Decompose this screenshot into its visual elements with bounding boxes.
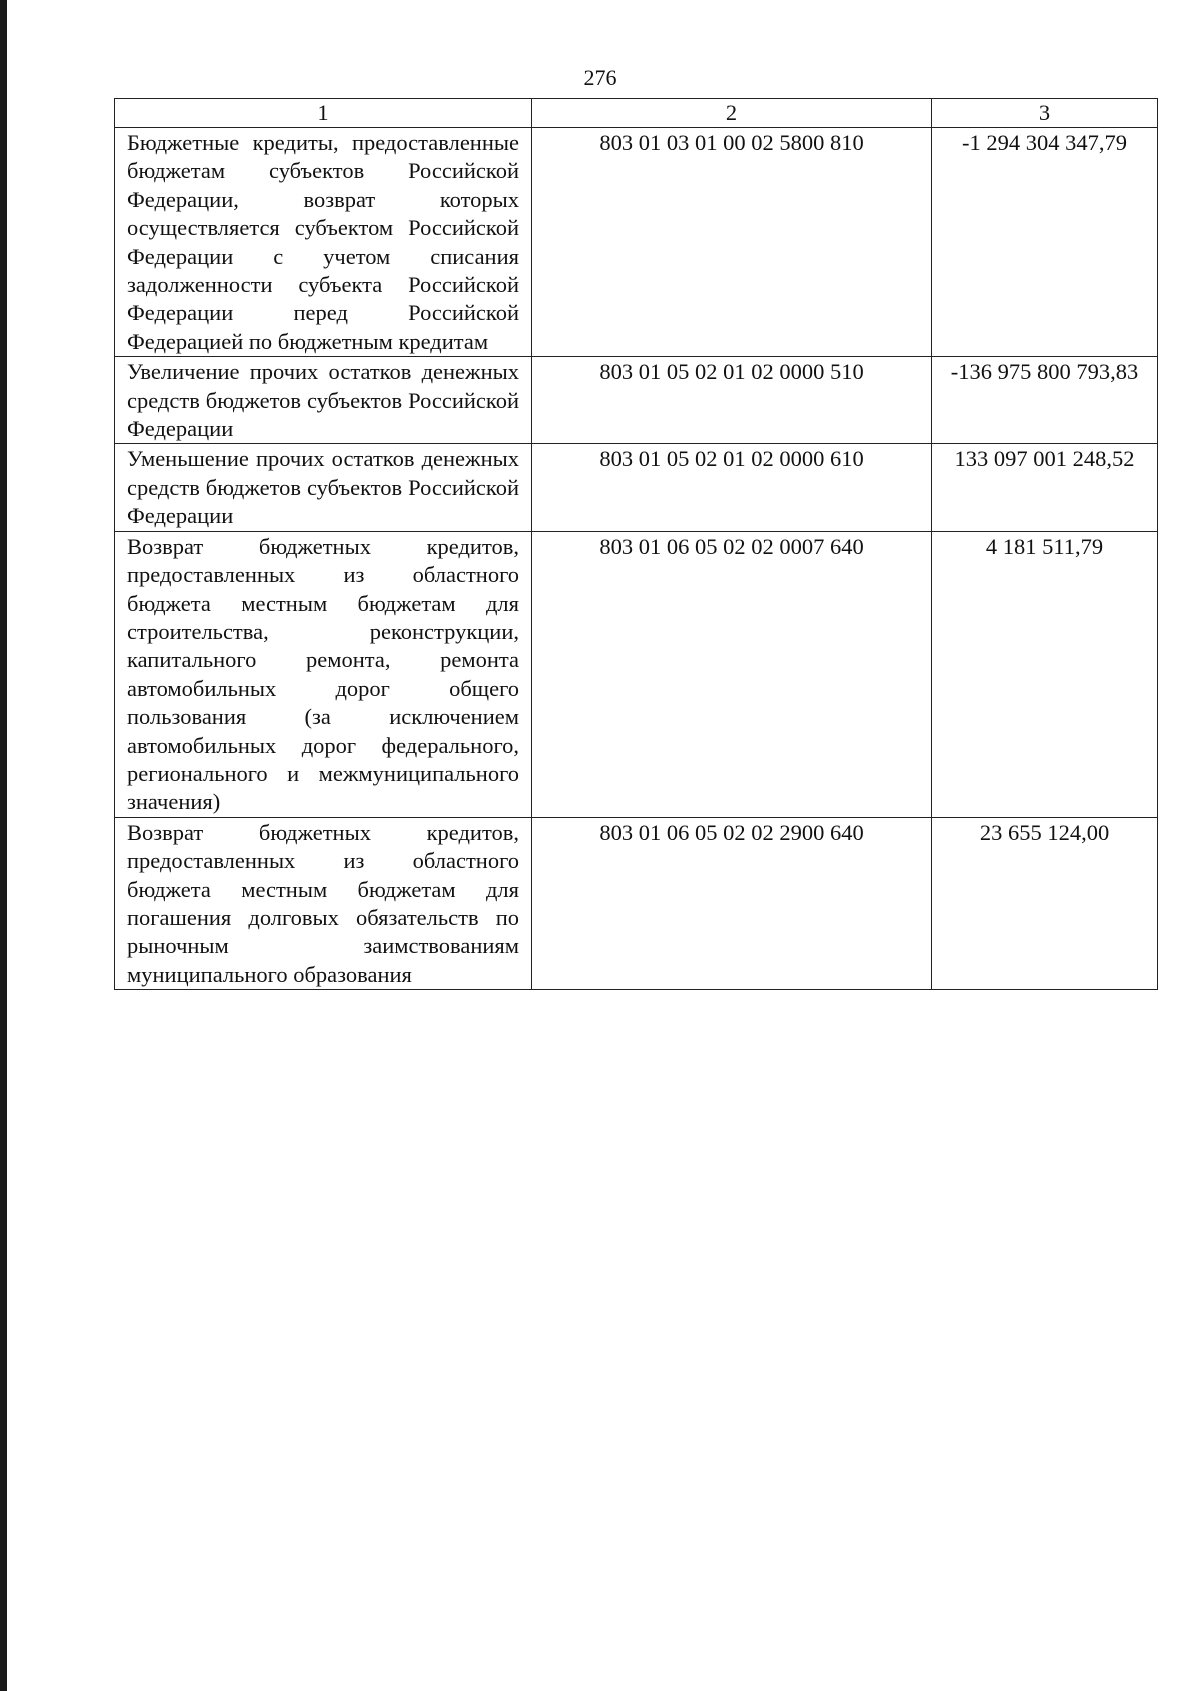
column-header-3: 3 <box>932 99 1158 128</box>
budget-sources-table <box>114 98 1158 990</box>
row-name-cell: Возврат бюджетных кредитов, предоставленных из областного бюджета местным бюджетам для строительства, реконструкции, капитального ремонта, ремонта автомобильных дорог общего пользования (за исключением автомобильных дорог федерального, регионального и межмуниципального значения) <box>115 531 532 817</box>
table-row <box>115 444 1158 531</box>
table-row <box>115 357 1158 444</box>
row-amount-cell: 4 181 511,79 <box>932 531 1158 817</box>
column-header-1: 1 <box>115 99 532 128</box>
row-code-cell: 803 01 06 05 02 02 0007 640 <box>532 531 932 817</box>
row-code-cell: 803 01 05 02 01 02 0000 610 <box>532 444 932 531</box>
binding-edge <box>0 0 7 1691</box>
table-header-row <box>115 99 1158 128</box>
table-row <box>115 128 1158 357</box>
row-name-cell: Возврат бюджетных кредитов, предоставленных из областного бюджета местным бюджетам для погашения долговых обязательств по рыночным заимствованиям муниципального образования <box>115 817 532 989</box>
row-amount-cell: 23 655 124,00 <box>932 817 1158 989</box>
row-code-cell: 803 01 06 05 02 02 2900 640 <box>532 817 932 989</box>
row-code-cell: 803 01 05 02 01 02 0000 510 <box>532 357 932 444</box>
row-name-cell: Увеличение прочих остатков денежных средств бюджетов субъектов Российской Федерации <box>115 357 532 444</box>
table-row <box>115 817 1158 989</box>
page-number: 276 <box>583 65 617 90</box>
table-row <box>115 531 1158 817</box>
row-code-cell: 803 01 03 01 00 02 5800 810 <box>532 128 932 357</box>
row-name-cell: Уменьшение прочих остатков денежных средств бюджетов субъектов Российской Федерации <box>115 444 532 531</box>
row-amount-cell: 133 097 001 248,52 <box>932 444 1158 531</box>
row-name-cell: Бюджетные кредиты, предоставленные бюджетам субъектов Российской Федерации, возврат которых осуществляется субъектом Российской Федерации с учетом списания задолженности субъекта Российской Федерации перед Российской Федерацией по бюджетным кредитам <box>115 128 532 357</box>
row-amount-cell: -136 975 800 793,83 <box>932 357 1158 444</box>
row-amount-cell: -1 294 304 347,79 <box>932 128 1158 357</box>
column-header-2: 2 <box>532 99 932 128</box>
